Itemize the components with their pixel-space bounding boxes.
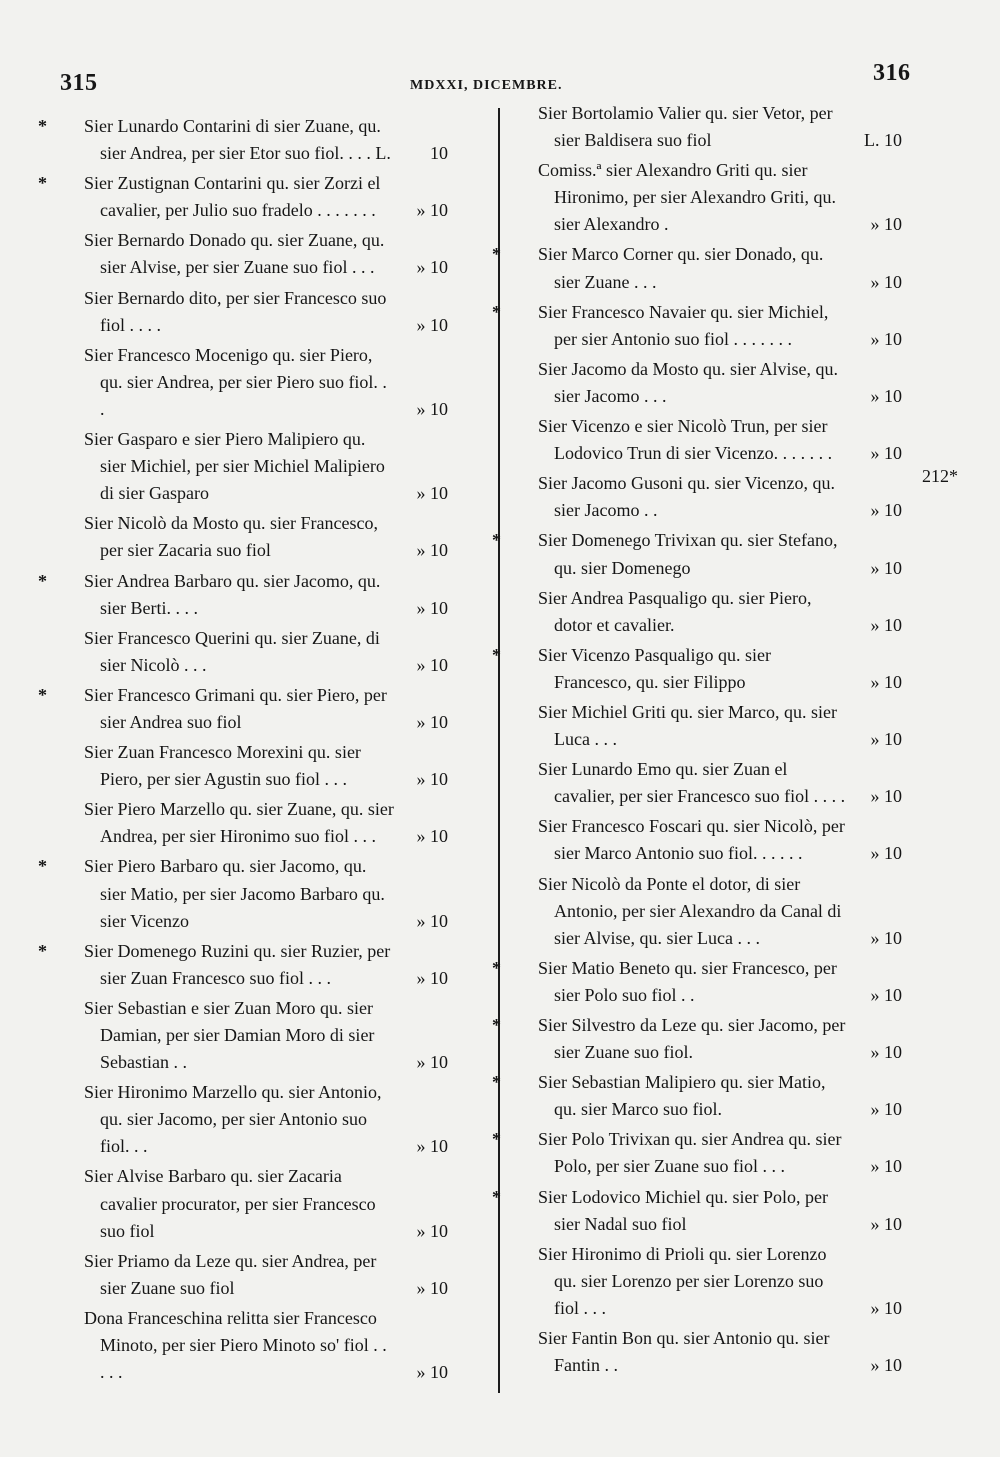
entry-text: Dona Franceschina relitta sier Francesco Minoto, per sier Piero Minoto so' fiol . . . . .	[84, 1307, 387, 1383]
right-column	[492, 100, 908, 1382]
entry-amount: » 10	[870, 500, 902, 521]
margin-note: 212*	[922, 466, 958, 486]
entry-text: Sier Francesco Navaier qu. sier Michiel, per sier Antonio suo fiol . . . . . . .	[538, 301, 829, 349]
entry-amount: » 10	[870, 1297, 902, 1318]
list-item	[508, 356, 902, 410]
list-item	[492, 1069, 902, 1123]
entry-amount: » 10	[870, 557, 902, 578]
list-item	[54, 1079, 448, 1160]
entry-marker: *	[38, 856, 47, 877]
entry-amount: » 10	[870, 271, 902, 292]
list-item	[508, 756, 902, 810]
list-item	[54, 995, 448, 1076]
entry-text: Sier Piero Barbaro qu. sier Jacomo, qu. sier Matio, per sier Jacomo Barbaro qu. sier Vicenzo	[84, 856, 385, 931]
entry-text: Sier Gasparo e sier Piero Malipiero qu. sier Michiel, per sier Michiel Malipiero di sier Gasparo	[84, 429, 385, 504]
entry-amount: » 10	[870, 443, 902, 464]
entry-text: Sier Jacomo da Mosto qu. sier Alvise, qu. sier Jacomo . . .	[538, 358, 838, 406]
entry-text: Sier Marco Corner qu. sier Donado, qu. sier Zuane . . .	[538, 244, 824, 292]
list-item	[508, 413, 902, 467]
entry-text: Sier Alvise Barbaro qu. sier Zacaria cavalier procurator, per sier Francesco suo fiol	[84, 1166, 376, 1241]
list-item	[508, 699, 902, 753]
entry-amount: » 10	[870, 786, 902, 807]
entry-marker: *	[492, 530, 501, 551]
entry-amount: » 10	[870, 729, 902, 750]
entry-text: Sier Nicolò da Ponte el dotor, di sier Antonio, per sier Alexandro da Canal di sier Alvise, qu. sier Luca . . .	[538, 873, 842, 948]
entry-marker: *	[38, 570, 47, 591]
entry-text: Sier Lunardo Contarini di sier Zuane, qu. sier Andrea, per sier Etor suo fiol. . . . L.	[84, 116, 391, 164]
right-page-number: 316	[873, 60, 911, 86]
entry-amount: » 10	[870, 984, 902, 1005]
left-column	[38, 113, 454, 1389]
entry-amount: » 10	[416, 257, 448, 278]
entry-text: Sier Piero Marzello qu. sier Zuane, qu. sier Andrea, per sier Hironimo suo fiol . . .	[84, 799, 394, 847]
list-item	[54, 796, 448, 850]
entry-amount: » 10	[870, 843, 902, 864]
entry-amount: » 10	[416, 910, 448, 931]
entry-text: Sier Polo Trivixan qu. sier Andrea qu. sier Polo, per sier Zuane suo fiol . . .	[538, 1129, 842, 1177]
entry-text: Comiss.ª sier Alexandro Griti qu. sier Hironimo, per sier Alexandro Griti, qu. sier Alexandro .	[538, 160, 836, 235]
entry-amount: » 10	[416, 398, 448, 419]
list-item	[54, 426, 448, 507]
list-item	[508, 100, 902, 154]
entry-amount: » 10	[416, 200, 448, 221]
entry-amount: » 10	[870, 1042, 902, 1063]
entry-text: Sier Jacomo Gusoni qu. sier Vicenzo, qu. sier Jacomo . .	[538, 473, 836, 521]
entry-amount: » 10	[870, 385, 902, 406]
list-item	[54, 227, 448, 281]
entry-text: Sier Zustignan Contarini qu. sier Zorzi el cavalier, per Julio suo fradelo . . . . . . .	[84, 173, 381, 221]
entry-text: Sier Francesco Foscari qu. sier Nicolò, per sier Marco Antonio suo fiol. . . . . .	[538, 816, 845, 864]
entry-amount: » 10	[416, 769, 448, 790]
list-item	[38, 113, 448, 167]
entry-amount: » 10	[870, 927, 902, 948]
entry-amount: » 10	[416, 711, 448, 732]
entry-text: Sier Andrea Pasqualigo qu. sier Piero, dotor et cavalier.	[538, 587, 812, 635]
list-item	[492, 1184, 902, 1238]
entry-amount: » 10	[416, 1220, 448, 1241]
entry-text: Sier Sebastian e sier Zuan Moro qu. sier Damian, per sier Damian Moro di sier Sebastian . .	[84, 997, 375, 1073]
entry-text: Sier Domenego Trivixan qu. sier Stefano, qu. sier Domenego	[538, 530, 838, 578]
entry-amount: » 10	[870, 1213, 902, 1234]
entry-marker: *	[492, 1072, 501, 1093]
list-item	[492, 527, 902, 581]
entry-text: Sier Lodovico Michiel qu. sier Polo, per sier Nadal suo fiol	[538, 1186, 828, 1234]
entry-text: Sier Zuan Francesco Morexini qu. sier Piero, per sier Agustin suo fiol . . .	[84, 742, 361, 790]
entry-amount: » 10	[416, 1136, 448, 1157]
entry-text: Sier Lunardo Emo qu. sier Zuan el cavalier, per sier Francesco suo fiol . . . .	[538, 759, 846, 807]
entry-text: Sier Vicenzo e sier Nicolò Trun, per sier Lodovico Trun di sier Vicenzo. . . . . . .	[538, 416, 833, 464]
list-item	[492, 241, 902, 295]
list-item	[38, 853, 448, 934]
entry-amount: » 10	[416, 967, 448, 988]
entry-amount: » 10	[416, 314, 448, 335]
entry-amount: » 10	[416, 826, 448, 847]
list-item	[54, 510, 448, 564]
entry-text: Sier Vicenzo Pasqualigo qu. sier Francesco, qu. sier Filippo	[538, 644, 772, 692]
list-item	[492, 299, 902, 353]
entry-amount: » 10	[416, 1277, 448, 1298]
list-item	[54, 1305, 448, 1386]
list-item	[508, 1325, 902, 1379]
entry-text: Sier Francesco Mocenigo qu. sier Piero, qu. sier Andrea, per sier Piero suo fiol. . .	[84, 344, 387, 419]
entry-text: Sier Andrea Barbaro qu. sier Jacomo, qu. sier Berti. . . .	[84, 570, 381, 618]
entry-amount: » 10	[416, 1052, 448, 1073]
list-item	[508, 157, 902, 238]
list-item	[492, 955, 902, 1009]
entry-text: Sier Bortolamio Valier qu. sier Vetor, per sier Baldisera suo fiol	[538, 103, 833, 151]
entry-text: Sier Michiel Griti qu. sier Marco, qu. sier Luca . . .	[538, 701, 837, 750]
entry-marker: *	[38, 116, 47, 136]
list-item	[54, 342, 448, 423]
entry-amount: » 10	[870, 214, 902, 235]
entry-text: Sier Fantin Bon qu. sier Antonio qu. sier Fantin . .	[538, 1328, 830, 1376]
list-item	[54, 285, 448, 339]
entry-text: Sier Francesco Querini qu. sier Zuane, di sier Nicolò . . .	[84, 627, 380, 675]
running-title: MDXXI, DICEMBRE.	[410, 78, 563, 93]
list-item	[54, 625, 448, 679]
entry-marker: *	[492, 301, 501, 322]
list-item	[54, 739, 448, 793]
entry-marker: *	[492, 1015, 501, 1035]
entry-text: Sier Hironimo di Prioli qu. sier Lorenzo qu. sier Lorenzo per sier Lorenzo suo fiol . . .	[538, 1243, 827, 1318]
entry-text: Sier Sebastian Malipiero qu. sier Matio, qu. sier Marco suo fiol.	[538, 1072, 826, 1120]
list-item	[492, 1012, 902, 1066]
entry-text: Sier Bernardo Donado qu. sier Zuane, qu. sier Alvise, per sier Zuane suo fiol . . .	[84, 230, 385, 278]
entry-marker: *	[492, 1129, 501, 1150]
entry-amount: » 10	[870, 1099, 902, 1120]
list-item	[38, 682, 448, 736]
list-item	[492, 1126, 902, 1180]
list-item	[508, 1241, 902, 1322]
entry-amount: » 10	[870, 671, 902, 692]
entry-marker: *	[38, 684, 47, 705]
entry-text: Sier Priamo da Leze qu. sier Andrea, per sier Zuane suo fiol	[84, 1250, 377, 1298]
list-item	[38, 170, 448, 224]
entry-text: Sier Nicolò da Mosto qu. sier Francesco, per sier Zacaria suo fiol	[84, 513, 378, 561]
entry-marker: *	[492, 244, 501, 265]
list-item	[492, 642, 902, 696]
list-item	[508, 470, 902, 524]
entry-amount: » 10	[870, 614, 902, 635]
entry-amount: » 10	[870, 1156, 902, 1177]
entry-text: Sier Matio Beneto qu. sier Francesco, per sier Polo suo fiol . .	[538, 957, 837, 1005]
entry-amount: » 10	[416, 597, 448, 618]
entry-text: Sier Bernardo dito, per sier Francesco suo fiol . . . .	[84, 287, 387, 335]
entry-marker: *	[492, 957, 501, 978]
entry-amount: » 10	[416, 540, 448, 561]
list-item	[54, 1163, 448, 1244]
list-item	[38, 568, 448, 622]
left-page-number: 315	[60, 70, 98, 96]
entry-text: Sier Silvestro da Leze qu. sier Jacomo, per sier Zuane suo fiol.	[538, 1015, 846, 1063]
entry-marker: *	[38, 940, 47, 961]
entry-amount: » 10	[416, 483, 448, 504]
list-item	[54, 1248, 448, 1302]
entry-amount: 10	[430, 143, 448, 164]
list-item	[508, 871, 902, 952]
entry-text: Sier Domenego Ruzini qu. sier Ruzier, per sier Zuan Francesco suo fiol . . .	[84, 940, 391, 988]
entry-amount: » 10	[416, 654, 448, 675]
list-item	[508, 585, 902, 639]
entry-amount: » 10	[870, 328, 902, 349]
entry-amount: » 10	[870, 1355, 902, 1376]
list-item	[38, 938, 448, 992]
entry-amount: L. 10	[864, 130, 902, 151]
entry-amount: » 10	[416, 1362, 448, 1383]
entry-text: Sier Hironimo Marzello qu. sier Antonio, qu. sier Jacomo, per sier Antonio suo fiol. . .	[84, 1082, 382, 1157]
list-item	[508, 813, 902, 867]
entry-text: Sier Francesco Grimani qu. sier Piero, per sier Andrea suo fiol	[84, 684, 387, 732]
entry-marker: *	[492, 1186, 501, 1207]
entry-marker: *	[492, 644, 501, 665]
entry-marker: *	[38, 173, 47, 194]
